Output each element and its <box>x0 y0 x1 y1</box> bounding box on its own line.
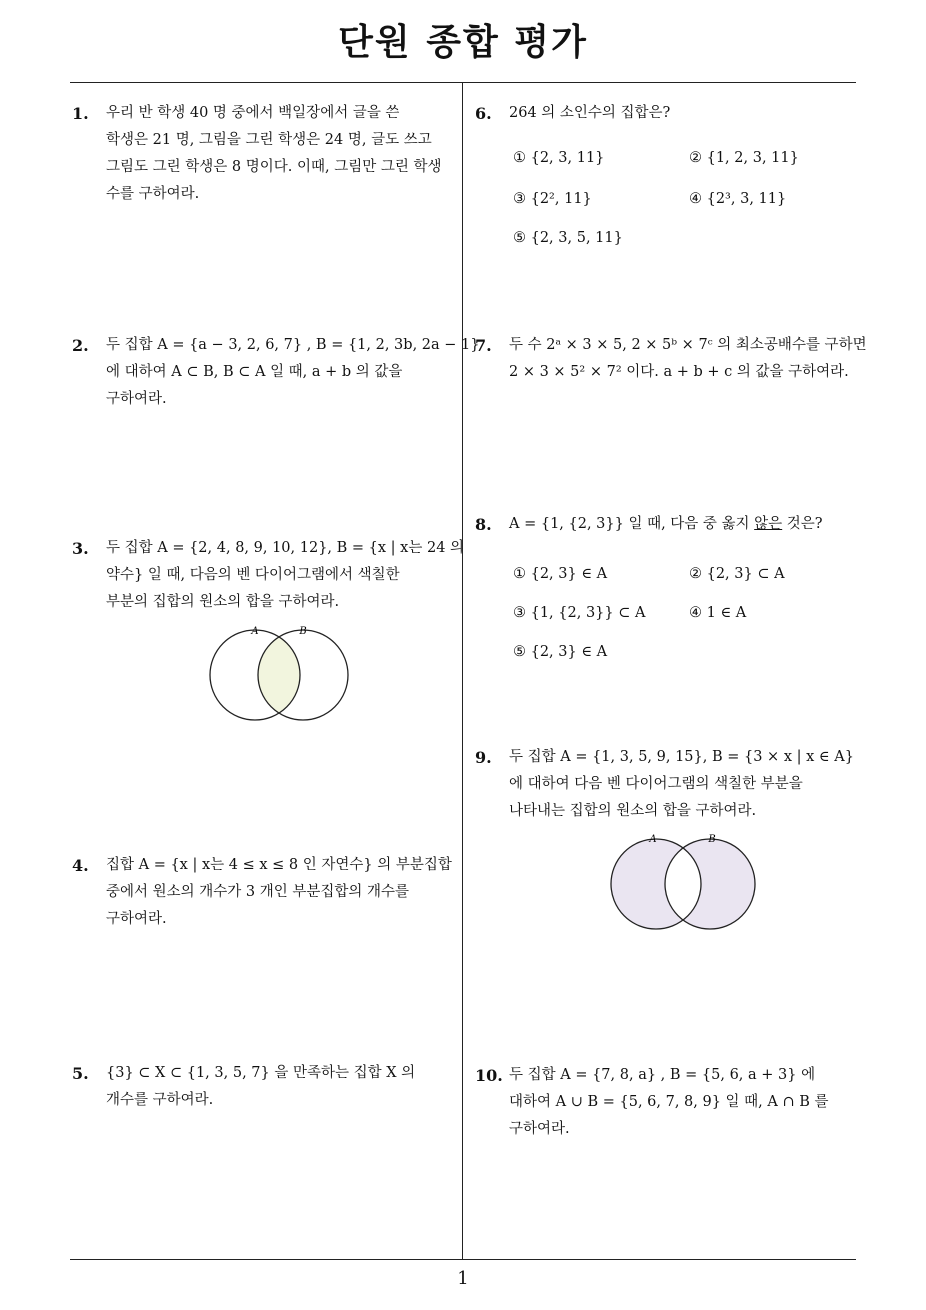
question-text-line: 학생은 21 명, 그림을 그린 학생은 24 명, 글도 쓰고 <box>106 132 432 148</box>
question-6 <box>475 100 860 127</box>
question-3 <box>72 535 465 616</box>
question-text-line: 우리 반 학생 40 명 중에서 백일장에서 글을 쓴 <box>106 105 400 121</box>
question-9 <box>475 744 865 825</box>
question-text-line: 개수를 구하여라. <box>106 1092 214 1108</box>
question-5 <box>72 1060 462 1114</box>
question-text-segment: 것은? <box>782 516 823 532</box>
question-number: 9. <box>475 748 492 767</box>
question-number: 6. <box>475 104 492 123</box>
column-divider <box>462 83 463 1259</box>
page-title: 단원 종합 평가 <box>338 22 588 63</box>
page-number: 1 <box>457 1268 469 1289</box>
question-text-line: 수를 구하여라. <box>106 186 200 202</box>
choice-5[interactable]: ⑤ {2, 3} ∈ A <box>513 644 608 660</box>
choice-4[interactable]: ④ 1 ∈ A <box>689 605 747 621</box>
question-text-line: 집합 A = {x | x는 4 ≤ x ≤ 8 인 자연수} 의 부분집합 <box>106 857 452 873</box>
choice-2[interactable]: ② {1, 2, 3, 11} <box>689 150 799 166</box>
venn-diagram-q3 <box>205 622 355 724</box>
question-text-line: 부분의 집합의 원소의 합을 구하여라. <box>106 594 340 610</box>
choice-2[interactable]: ② {2, 3} ⊂ A <box>689 566 785 582</box>
choice-3[interactable]: ③ {2², 11} <box>513 191 592 207</box>
choice-4[interactable]: ④ {2³, 3, 11} <box>689 191 787 207</box>
question-text-line: 구하여라. <box>106 391 167 407</box>
question-text-line: 2 × 3 × 5² × 7² 이다. a + b + c 의 값을 구하여라. <box>509 364 849 380</box>
question-text-line: 나타내는 집합의 원소의 합을 구하여라. <box>509 803 757 819</box>
choice-1[interactable]: ① {2, 3} ∈ A <box>513 566 608 582</box>
question-7 <box>475 332 865 386</box>
question-number: 1. <box>72 104 89 123</box>
choice-5[interactable]: ⑤ {2, 3, 5, 11} <box>513 230 623 246</box>
venn-label-b: B <box>299 626 307 637</box>
question-text-line: 약수} 일 때, 다음의 벤 다이어그램에서 색칠한 <box>106 567 400 583</box>
question-text-line: 에 대하여 A ⊂ B, B ⊂ A 일 때, a + b 의 값을 <box>106 364 403 380</box>
question-text-line: 두 집합 A = {2, 4, 8, 9, 10, 12}, B = {x | x는 24 의 <box>106 540 465 556</box>
question-number: 7. <box>475 336 492 355</box>
choices-q6 <box>513 150 853 260</box>
question-text-line: {3} ⊂ X ⊂ {1, 3, 5, 7} 을 만족하는 집합 X 의 <box>106 1065 416 1081</box>
question-text-line: 두 집합 A = {7, 8, a} , B = {5, 6, a + 3} 에 <box>509 1067 816 1083</box>
venn-diagram-q9 <box>605 830 761 934</box>
question-number: 8. <box>475 515 492 534</box>
venn-label-a: A <box>251 626 259 637</box>
question-text-line: 구하여라. <box>509 1121 570 1137</box>
question-text-line: 구하여라. <box>106 911 167 927</box>
question-text-line <box>509 511 865 538</box>
question-2 <box>72 332 480 413</box>
question-text-line: 대하여 A ∪ B = {5, 6, 7, 8, 9} 일 때, A ∩ B 를 <box>509 1094 829 1110</box>
top-divider <box>70 82 856 83</box>
question-text-line: 그림도 그린 학생은 8 명이다. 이때, 그림만 그린 학생 <box>106 159 442 175</box>
choice-3[interactable]: ③ {1, {2, 3}} ⊂ A <box>513 605 646 621</box>
question-8 <box>475 511 865 538</box>
question-number: 10. <box>475 1066 503 1085</box>
question-number: 3. <box>72 539 89 558</box>
question-text-line: 두 수 2ᵃ × 3 × 5, 2 × 5ᵇ × 7ᶜ 의 최소공배수를 구하면 <box>509 337 867 353</box>
venn-label-b: B <box>708 834 716 845</box>
question-text-line: 중에서 원소의 개수가 3 개인 부분집합의 개수를 <box>106 884 410 900</box>
question-1 <box>72 100 462 208</box>
choice-1[interactable]: ① {2, 3, 11} <box>513 150 605 166</box>
question-text-segment: A = {1, {2, 3}} 일 때, 다음 중 옳지 <box>509 516 755 532</box>
question-number: 5. <box>72 1064 89 1083</box>
underlined-word: 않은 <box>754 516 783 532</box>
question-number: 2. <box>72 336 89 355</box>
choices-q8 <box>513 566 853 676</box>
question-4 <box>72 852 462 933</box>
question-text-line: 에 대하여 다음 벤 다이어그램의 색칠한 부분을 <box>509 776 803 792</box>
question-text-line: 두 집합 A = {a − 3, 2, 6, 7} , B = {1, 2, 3b, 2a − 1} <box>106 337 480 353</box>
venn-label-a: A <box>649 834 657 845</box>
question-10 <box>475 1062 865 1143</box>
question-text-line: 두 집합 A = {1, 3, 5, 9, 15}, B = {3 × x | x ∈ A} <box>509 749 854 765</box>
question-text-line: 264 의 소인수의 집합은? <box>509 105 671 121</box>
question-number: 4. <box>72 856 89 875</box>
bottom-divider <box>70 1259 856 1260</box>
